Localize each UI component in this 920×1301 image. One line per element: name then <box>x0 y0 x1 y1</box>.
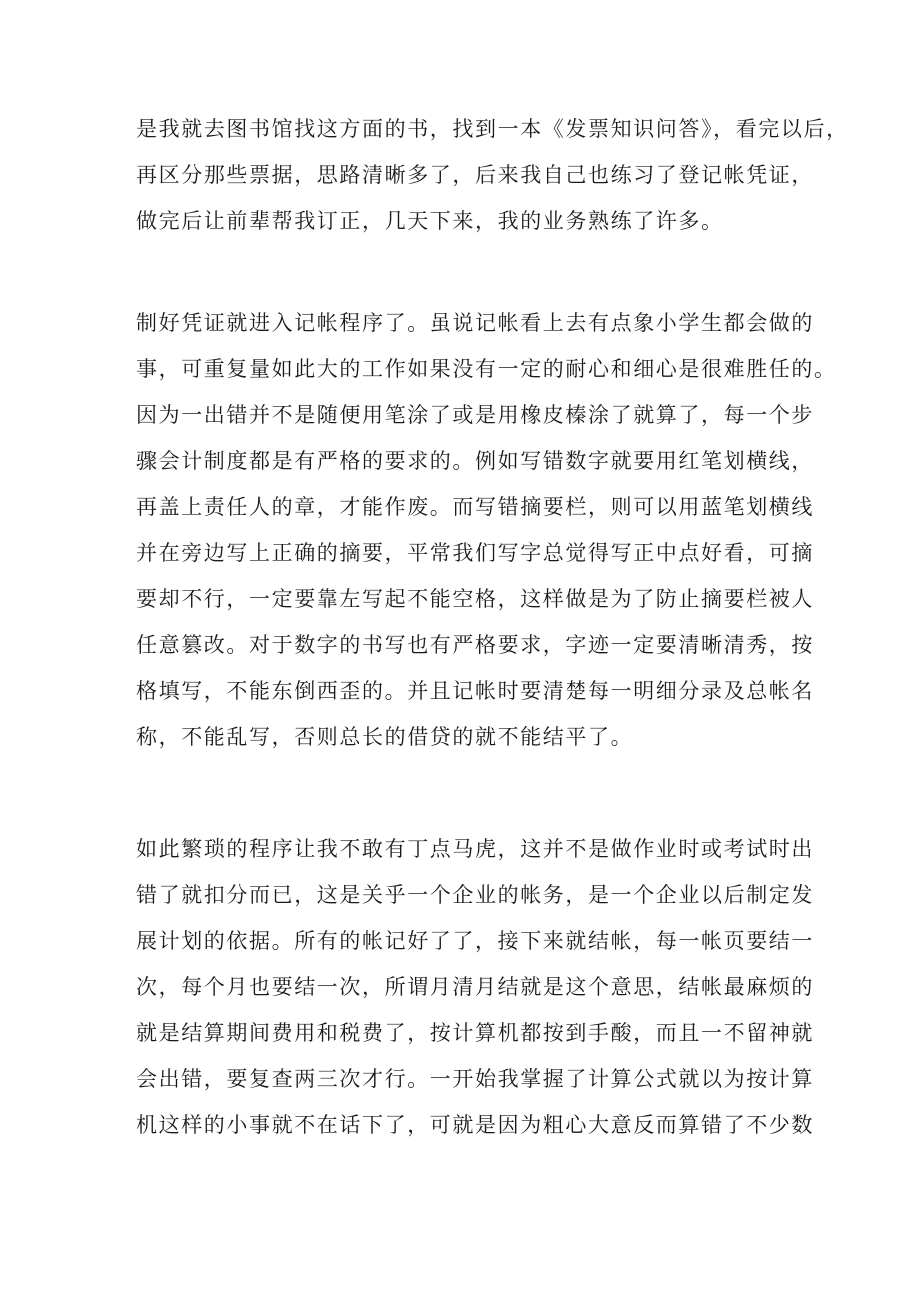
text-line: 做完后让前辈帮我订正，几天下来，我的业务熟练了许多。 <box>136 209 724 233</box>
text-line: 展计划的依据。所有的帐记好了了，接下来就结帐，每一帐页要结一 <box>136 929 814 953</box>
text-line: 机这样的小事就不在话下了，可就是因为粗心大意反而算错了不少数 <box>136 1113 814 1137</box>
paragraph-3 <box>136 826 816 1148</box>
text-line: 称，不能乱写，否则总长的借贷的就不能结平了。 <box>136 725 634 749</box>
text-line: 会出错，要复查两三次才行。一开始我掌握了计算公式就以为按计算 <box>136 1067 814 1091</box>
text-line: 并在旁边写上正确的摘要，平常我们写字总觉得写正中点好看，可摘 <box>136 541 814 565</box>
text-line: 次，每个月也要结一次，所谓月清月结就是这个意思，结帐最麻烦的 <box>136 975 814 999</box>
text-line: 是我就去图书馆找这方面的书，找到一本《发票知识问答》，看完以后， <box>136 117 849 141</box>
text-line: 制好凭证就进入记帐程序了。虽说记帐看上去有点象小学生都会做的 <box>136 311 814 335</box>
text-line: 要却不行，一定要靠左写起不能空格，这样做是为了防止摘要栏被人 <box>136 587 814 611</box>
text-line: 因为一出错并不是随便用笔涂了或是用橡皮榛涂了就算了，每一个步 <box>136 403 814 427</box>
text-line: 骤会计制度都是有严格的要求的。例如写错数字就要用红笔划横线， <box>136 449 814 473</box>
text-line: 再盖上责任人的章，才能作废。而写错摘要栏，则可以用蓝笔划横线 <box>136 495 814 519</box>
paragraph-2 <box>136 300 837 760</box>
paragraph-1 <box>136 106 849 244</box>
text-line: 就是结算期间费用和税费了，按计算机都按到手酸，而且一不留神就 <box>136 1021 814 1045</box>
text-line: 再区分那些票据，思路清晰多了，后来我自己也练习了登记帐凭证， <box>136 163 814 187</box>
text-line: 错了就扣分而已，这是关乎一个企业的帐务，是一个企业以后制定发 <box>136 883 814 907</box>
text-line: 如此繁琐的程序让我不敢有丁点马虎，这并不是做作业时或考试时出 <box>136 837 814 861</box>
text-line: 格填写，不能东倒西歪的。并且记帐时要清楚每一明细分录及总帐名 <box>136 679 814 703</box>
text-line: 任意篡改。对于数字的书写也有严格要求，字迹一定要清晰清秀，按 <box>136 633 814 657</box>
text-line: 事，可重复量如此大的工作如果没有一定的耐心和细心是很难胜任的。 <box>136 357 837 381</box>
